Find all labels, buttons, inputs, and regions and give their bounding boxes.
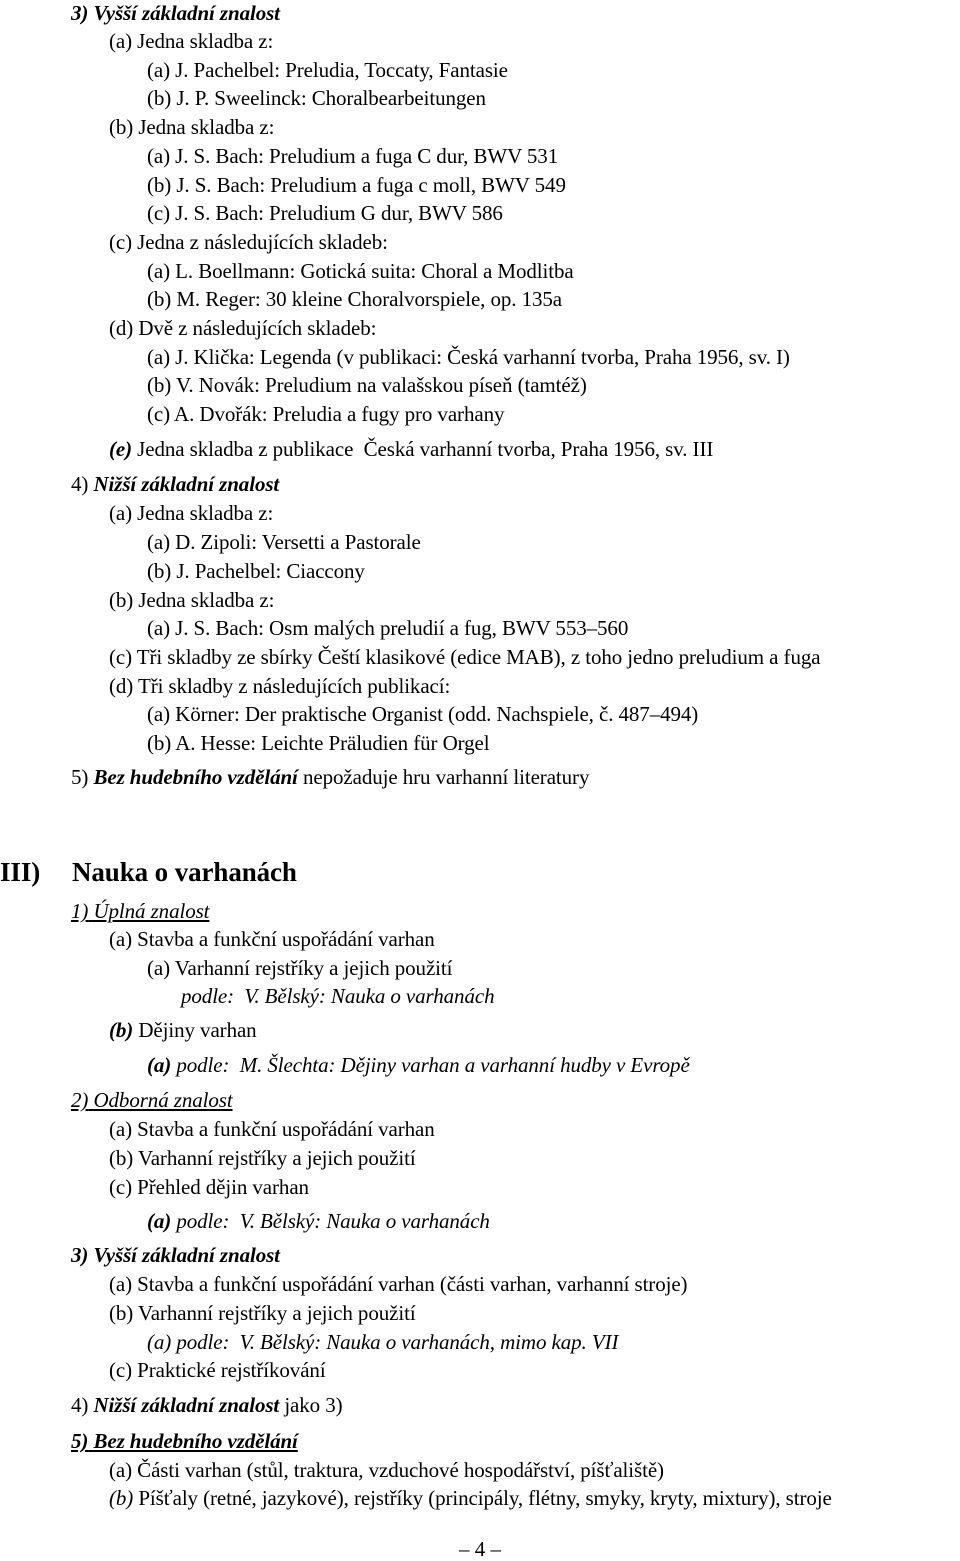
section-title: Bez hudebního vzdělání (93, 1429, 298, 1453)
page-number-text: – 4 – (459, 1537, 501, 1561)
list-marker: (b) (147, 373, 172, 397)
list-text: J. S. Bach: Preludium a fuga c moll, BWV 549 (176, 173, 566, 197)
list-text: J. S. Bach: Preludium G dur, BWV 586 (175, 201, 503, 225)
literature-reference (147, 1209, 490, 1233)
section-number: 1) (71, 899, 89, 923)
part-number (0, 857, 40, 887)
list-item (109, 927, 435, 951)
list-text: Jedna skladba z publikace Česká varhanní tvorba, Praha 1956, sv. III (137, 437, 714, 461)
section-heading-5 (71, 765, 589, 789)
list-marker: (a) (109, 1117, 133, 1141)
subsection-heading-5 (71, 1429, 298, 1453)
list-text: Varhanní rejstříky a jejich použití (137, 1146, 416, 1170)
section-text: jako 3) (284, 1393, 343, 1417)
list-text: Jedna skladba z: (138, 588, 275, 612)
section-title: Odborná znalost (93, 1088, 233, 1112)
list-text: J. P. Sweelinck: Choralbearbeitungen (176, 86, 486, 110)
list-text: Stavba a funkční uspořádání varhan (části varhan, varhanní stroje) (137, 1272, 688, 1296)
list-text: J. S. Bach: Preludium a fuga C dur, BWV 531 (175, 144, 559, 168)
list-marker: (b) (147, 287, 172, 311)
list-marker: (b) (147, 86, 172, 110)
list-text: Tři skladby ze sbírky Čeští klasikové (edice MAB), z toho jedno preludium a fuga (136, 645, 821, 669)
list-text: Stavba a funkční uspořádání varhan (137, 927, 435, 951)
list-item (109, 674, 450, 698)
section-title: Úplná znalost (93, 899, 210, 923)
section-title: Bez hudebního vzdělání (93, 765, 298, 789)
list-marker: (c) (109, 230, 133, 254)
list-text: Jedna skladba z: (138, 115, 275, 139)
section-title: Vyšší základní znalost (93, 1243, 280, 1267)
list-marker: (a) (147, 616, 171, 640)
section-title: Nižší základní znalost (93, 472, 280, 496)
list-marker: (a) (109, 1458, 133, 1482)
list-marker: (b) (109, 1018, 134, 1042)
list-text: Jedna z následujících skladeb: (137, 230, 388, 254)
list-marker: (b) (109, 1486, 134, 1510)
list-item (147, 173, 566, 197)
reference-text: podle: V. Bělský: Nauka o varhanách (181, 984, 495, 1008)
list-text: A. Hesse: Leichte Präludien für Orgel (175, 731, 490, 755)
literature-reference (181, 984, 494, 1008)
list-marker: (a) (147, 702, 171, 726)
list-marker: (a) (109, 501, 133, 525)
list-item (109, 1301, 416, 1325)
list-marker: (b) (109, 1301, 134, 1325)
list-marker: (c) (147, 201, 171, 225)
list-item (147, 259, 574, 283)
list-text: Přehled dějin varhan (137, 1175, 309, 1199)
section-number: 4) (71, 472, 89, 496)
list-text: J. Pachelbel: Ciaccony (176, 559, 365, 583)
list-item (109, 1458, 664, 1482)
reference-text: podle: M. Šlechta: Dějiny varhan a varhanní hudby v Evropě (176, 1053, 690, 1077)
subsection-heading-2 (71, 1088, 233, 1112)
list-marker: (a) (109, 29, 133, 53)
page-number (459, 1537, 501, 1561)
subsection-heading-4 (71, 1393, 343, 1417)
list-marker: (a) (147, 1053, 172, 1077)
list-item (147, 345, 790, 369)
reference-text: (a) podle: V. Bělský: Nauka o varhanách, mimo kap. VII (147, 1330, 619, 1354)
list-item (147, 201, 503, 225)
list-marker: (e) (109, 437, 133, 461)
list-item (147, 86, 486, 110)
list-marker: (b) (147, 173, 172, 197)
part-title (72, 857, 297, 887)
list-item (147, 402, 504, 426)
list-item (147, 616, 628, 640)
list-text: Jedna skladba z: (137, 29, 274, 53)
list-text: Praktické rejstříkování (137, 1358, 326, 1382)
list-marker: (b) (109, 1146, 134, 1170)
list-text: J. S. Bach: Osm malých preludií a fug, BWV 553–560 (175, 616, 629, 640)
part-title-text: Nauka o varhanách (72, 857, 297, 887)
subsection-heading-1 (71, 899, 209, 923)
list-marker: (a) (147, 530, 171, 554)
list-marker: (c) (147, 402, 171, 426)
list-item (109, 1358, 326, 1382)
list-text: A. Dvořák: Preludia a fugy pro varhany (174, 402, 505, 426)
list-item (109, 115, 274, 139)
section-number: 3) (71, 1, 89, 25)
section-heading-4 (71, 472, 279, 496)
list-text: J. Pachelbel: Preludia, Toccaty, Fantasie (175, 58, 508, 82)
section-title: Vyšší základní znalost (93, 1, 280, 25)
list-marker: (d) (109, 316, 134, 340)
list-item (147, 702, 698, 726)
list-marker: (b) (109, 588, 134, 612)
section-number: 3) (71, 1243, 89, 1267)
list-marker: (a) (109, 1272, 133, 1296)
list-text: Jedna skladba z: (137, 501, 274, 525)
list-text: V. Novák: Preludium na valašskou píseň (tamtéž) (175, 373, 587, 397)
list-item (109, 1175, 309, 1199)
list-item (109, 1146, 416, 1170)
list-marker: (a) (147, 1209, 172, 1233)
list-marker: (a) (109, 927, 133, 951)
list-marker: (a) (147, 58, 171, 82)
list-item (109, 29, 273, 53)
section-number: 4) (71, 1393, 89, 1417)
list-text: Dějiny varhan (138, 1018, 257, 1042)
list-text: Dvě z následujících skladeb: (138, 316, 377, 340)
list-text: Tři skladby z následujících publikací: (137, 674, 451, 698)
list-item (109, 1486, 832, 1510)
list-marker: (c) (109, 1175, 133, 1199)
section-number: 5) (71, 1429, 89, 1453)
list-text: Körner: Der praktische Organist (odd. Nachspiele, č. 487–494) (175, 702, 699, 726)
reference-text: podle: V. Bělský: Nauka o varhanách (176, 1209, 490, 1233)
list-item (147, 58, 508, 82)
list-text: Varhanní rejstříky a jejich použití (174, 956, 453, 980)
list-text: D. Zipoli: Versetti a Pastorale (175, 530, 421, 554)
part-number-text: III) (0, 857, 41, 887)
list-item (147, 287, 562, 311)
list-marker: (b) (109, 115, 134, 139)
list-item (109, 501, 273, 525)
literature-reference (147, 1053, 690, 1077)
list-marker: (a) (147, 259, 171, 283)
list-marker: (b) (147, 731, 172, 755)
section-heading-3 (71, 1, 280, 25)
list-text: Píšťaly (retné, jazykové), rejstříky (principály, flétny, smyky, kryty, mixtury), stroje (138, 1486, 832, 1510)
list-marker: (a) (147, 956, 171, 980)
list-text: M. Reger: 30 kleine Choralvorspiele, op. 135a (176, 287, 563, 311)
list-item (147, 956, 452, 980)
section-number: 2) (71, 1088, 89, 1112)
list-item (109, 1272, 687, 1296)
section-number: 5) (71, 765, 89, 789)
list-item (147, 373, 587, 397)
list-text: Části varhan (stůl, traktura, vzduchové hospodářství, píšťaliště) (137, 1458, 664, 1482)
list-marker: (c) (109, 1358, 133, 1382)
list-marker: (a) (147, 144, 171, 168)
section-text: nepožaduje hru varhanní literatury (302, 765, 590, 789)
subsection-heading-3 (71, 1243, 280, 1267)
list-marker: (c) (109, 645, 133, 669)
list-item (109, 645, 820, 669)
list-item (109, 1117, 435, 1141)
list-marker: (a) (147, 345, 171, 369)
list-text: L. Boellmann: Gotická suita: Choral a Modlitba (175, 259, 574, 283)
section-title: Nižší základní znalost (93, 1393, 280, 1417)
list-item (147, 530, 421, 554)
list-item (109, 588, 274, 612)
list-text: Stavba a funkční uspořádání varhan (137, 1117, 435, 1141)
list-item (109, 437, 713, 461)
list-marker: (d) (109, 674, 134, 698)
list-item (109, 230, 388, 254)
list-item (147, 144, 558, 168)
literature-reference (147, 1330, 618, 1354)
list-item (109, 316, 376, 340)
list-item (147, 559, 365, 583)
list-item (147, 731, 490, 755)
list-text: J. Klička: Legenda (v publikaci: Česká varhanní tvorba, Praha 1956, sv. I) (175, 345, 790, 369)
list-text: Varhanní rejstříky a jejich použití (137, 1301, 416, 1325)
list-item (109, 1018, 257, 1042)
list-marker: (b) (147, 559, 172, 583)
